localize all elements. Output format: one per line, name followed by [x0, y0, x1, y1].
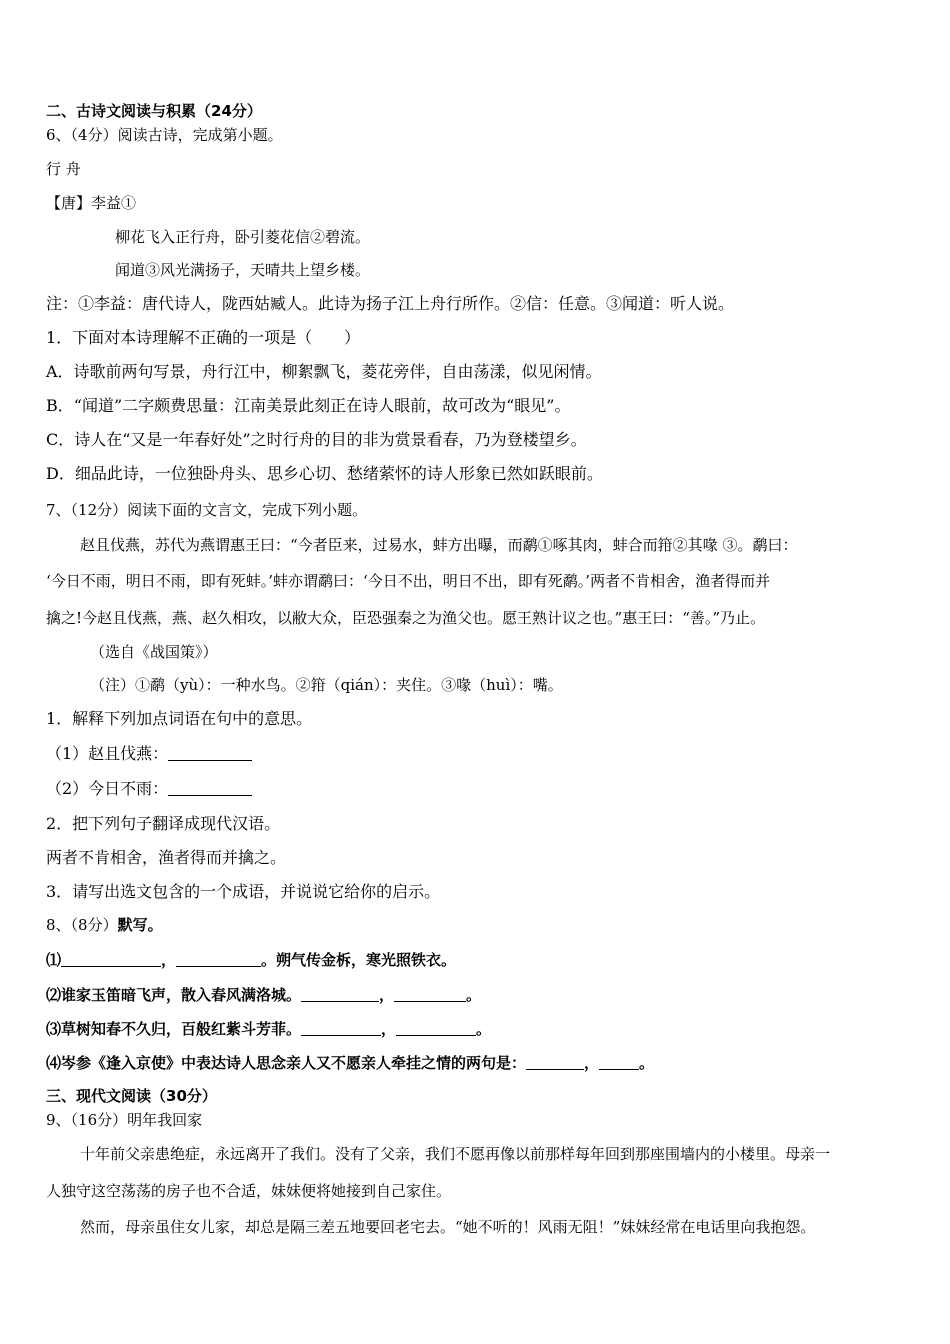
answer-blank[interactable] — [599, 1055, 639, 1070]
q6-option-d: D．细品此诗，一位独卧舟头、思乡心切、愁绪萦怀的诗人形象已然如跃眼前。 — [46, 464, 603, 483]
q7-sub3: 3．请写出选文包含的一个成语，并说说它给你的启示。 — [46, 882, 441, 901]
q9-para-line-1: 十年前父亲患绝症，永远离开了我们。没有了父亲，我们不愿再像以前那样每年回到那座围墙内的小楼里。母亲一 — [80, 1145, 831, 1163]
q9-stem: 9、（16分）明年我回家 — [46, 1111, 203, 1129]
q7-sub1a: （1）赵且伐燕： — [46, 746, 252, 762]
q9-para-line-2: 人独守这空荡荡的房子也不合适，妹妹便将她接到自己家住。 — [46, 1182, 452, 1200]
answer-blank[interactable] — [394, 987, 466, 1002]
q6-option-a: A．诗歌前两句写景，舟行江中，柳絮飘飞，菱花旁伴，自由荡漾，似见闲情。 — [46, 362, 602, 381]
section3-header: 三、现代文阅读（30分） — [46, 1087, 217, 1105]
answer-blank[interactable] — [61, 952, 161, 967]
q6-option-b: B．“闻道”二字颇费思量：江南美景此刻正在诗人眼前，故可改为“眼见”。 — [46, 396, 571, 415]
q6-stem: 6、（4分）阅读古诗，完成第小题。 — [46, 126, 283, 144]
q8-item-2: ⑵谁家玉笛暗飞声，散入春风满洛城。 ， 。 — [46, 986, 482, 1004]
q8-item-4: ⑷岑参《逢入京使》中表达诗人思念亲人又不愿亲人牵挂之情的两句是： ， 。 — [46, 1054, 655, 1072]
q7-sub1b: （2）今日不雨： — [46, 781, 252, 797]
poem-line-1: 柳花飞入正行舟，卧引菱花信②碧流。 — [115, 228, 371, 246]
poem-note: 注：①李益：唐代诗人，陇西姑臧人。此诗为扬子江上舟行所作。②信：任意。③闻道：听人说。 — [46, 294, 735, 313]
section2-header: 二、古诗文阅读与积累（24分） — [46, 102, 262, 120]
q7-sub1: 1．解释下列加点词语在句中的意思。 — [46, 709, 313, 728]
answer-blank[interactable] — [301, 987, 379, 1002]
q6-question: 1．下面对本诗理解不正确的一项是（ ） — [46, 328, 361, 347]
passage-line-2: ‘今日不雨，明日不雨，即有死蚌。’蚌亦谓鹬曰：‘今日不出，明日不出，即有死鹬。’两者不肯相舍，渔者得而并 — [46, 572, 771, 590]
passage-line-1: 赵且伐燕，苏代为燕谓惠王曰：“今者臣来，过易水，蚌方出曝，而鹬①啄其肉，蚌合而箝②其喙 ③。鹬曰： — [80, 536, 798, 554]
passage-line-3: 擒之!今赵且伐燕，燕、赵久相攻，以敝大众，臣恐强秦之为渔父也。愿王熟计议之也。”惠王曰：“善。”乃止。 — [46, 609, 766, 627]
poem-line-2: 闻道③风光满扬子，天晴共上望乡楼。 — [115, 261, 371, 279]
q8-item-3: ⑶草树知春不久归，百般红紫斗芳菲。 ， 。 — [46, 1020, 492, 1038]
passage-notes: （注）①鹬（yù）：一种水鸟。②箝（qián）：夹住。③喙（huì）：嘴。 — [90, 676, 563, 694]
answer-blank[interactable] — [176, 952, 261, 967]
q8-item-1: ⑴ ， 。朔气传金柝，寒光照铁衣。 — [46, 951, 457, 969]
poem-title: 行 舟 — [46, 160, 81, 178]
q9-para-line-3: 然而，母亲虽住女儿家，却总是隔三差五地要回老宅去。“她不听的！风雨无阻！”妹妹经常在电话里向我抱怨。 — [80, 1218, 816, 1236]
q7-stem: 7、（12分）阅读下面的文言文，完成下列小题。 — [46, 501, 368, 519]
poem-author: 【唐】李益① — [46, 194, 137, 212]
q8-stem: 8、（8分）默写。 — [46, 916, 163, 934]
answer-blank[interactable] — [168, 746, 252, 761]
answer-blank[interactable] — [301, 1021, 381, 1036]
passage-source: （选自《战国策》） — [90, 643, 218, 661]
answer-blank[interactable] — [526, 1055, 584, 1070]
answer-blank[interactable] — [396, 1021, 476, 1036]
q7-sub2-sentence: 两者不肯相舍，渔者得而并擒之。 — [46, 848, 287, 867]
q7-sub2: 2．把下列句子翻译成现代汉语。 — [46, 814, 281, 833]
q6-option-c: C．诗人在“又是一年春好处”之时行舟的目的非为赏景看春，乃为登楼望乡。 — [46, 430, 587, 449]
answer-blank[interactable] — [168, 781, 252, 796]
